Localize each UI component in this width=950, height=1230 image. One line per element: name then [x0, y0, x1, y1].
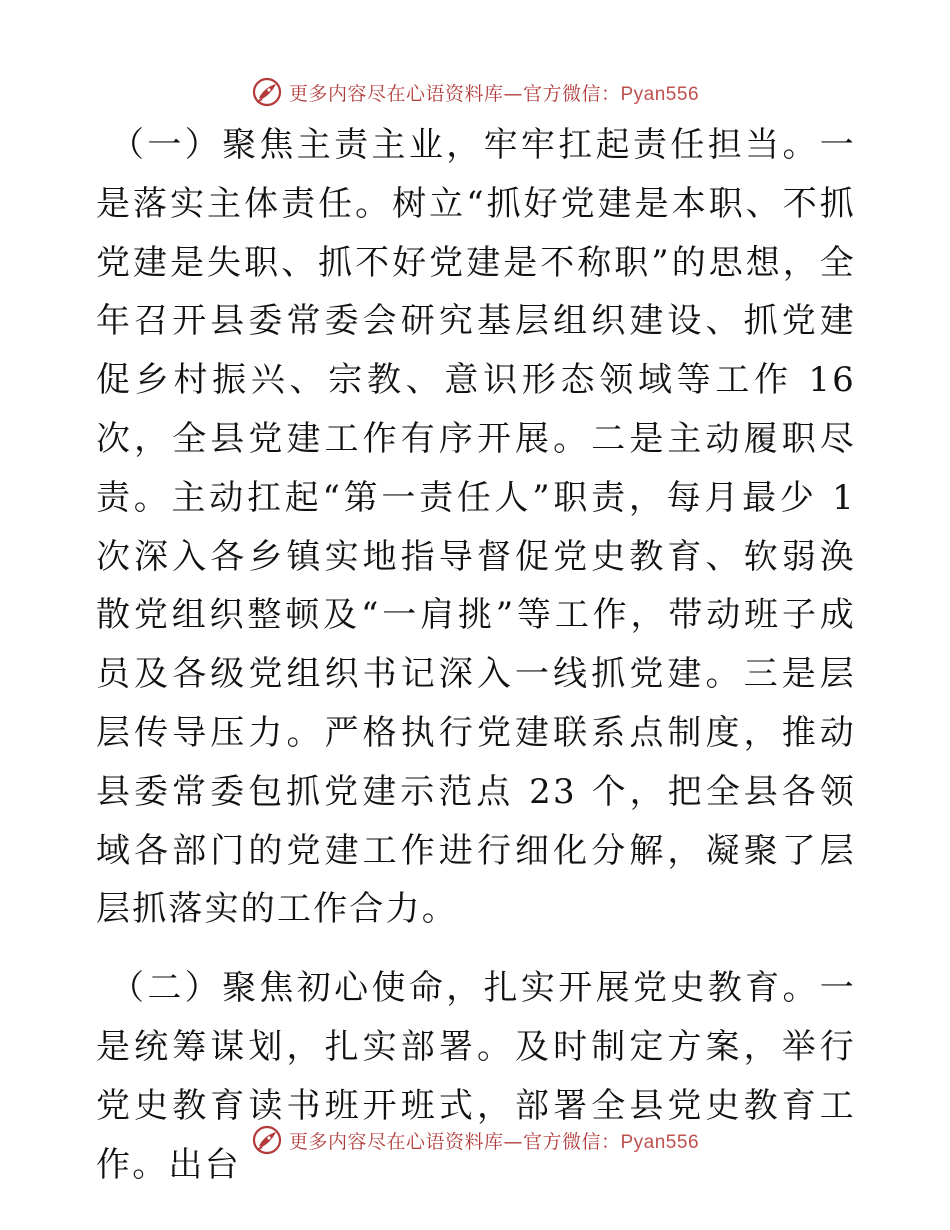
paragraph-1: （一）聚焦主责主业，牢牢扛起责任担当。一是落实主体责任。树立“抓好党建是本职、不抓党建是失职、抓不好党建是不称职”的思想，全年召开县委常委会研究基层组织建设、抓党建促乡村振兴、宗教、意识形态领域等工作 16 次，全县党建工作有序开展。二是主动履职尽责。主动扛起“第一责任人”职责，每月最少 1 次深入各乡镇实地指导督促党史教育、软弱涣散党组织整顿及“一肩挑”等工作，带动班子成员及各级党组织书记深入一线抓党建。三是层层传导压力。严格执行党建联系点制度，推动县委常委包抓党建示范点 23 个，把全县各领域各部门的党建工作进行细化分解，凝聚了层层抓落实的工作合力。 [96, 125, 856, 930]
pen-logo-icon [251, 1124, 283, 1156]
watermark-label: 更多内容尽在心语资料库—官方微信： [288, 82, 621, 105]
watermark-label: 更多内容尽在心语资料库—官方微信： [288, 1130, 621, 1153]
pen-logo-icon [251, 76, 283, 108]
document-body [96, 116, 856, 1194]
footer-watermark [0, 1120, 950, 1160]
paragraph-2: （二）聚焦初心使命，扎实开展党史教育。一是统筹谋划，扎实部署。及时制定方案，举行党史教育读书班开班式，部署全县党史教育工作。出台 [96, 968, 856, 1185]
watermark-wechat-id: Pyan556 [620, 1131, 700, 1153]
watermark-wechat-id: Pyan556 [620, 83, 700, 105]
watermark-text [289, 1127, 699, 1154]
watermark-text [289, 79, 699, 106]
header-watermark [0, 72, 950, 112]
